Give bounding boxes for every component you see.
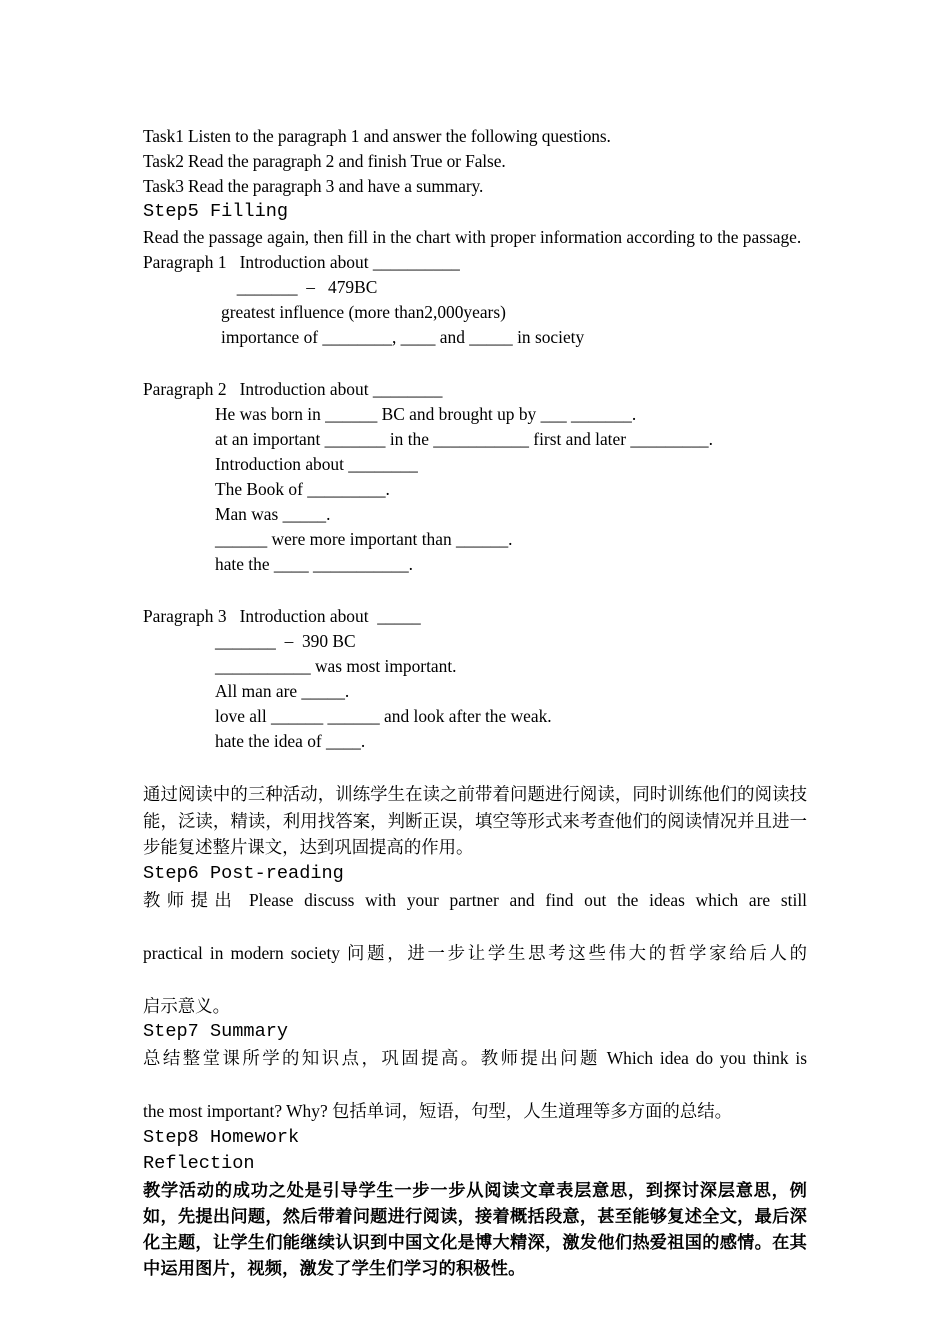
step5-reflection-text: 通过阅读中的三种活动，训练学生在读之前带着问题进行阅读，同时训练他们的阅读技能，泛读，精读，利用找答案，判断正误，填空等形式来考查他们的阅读情况并且进一步能复述整片课文，达到巩固提高的作用。	[143, 784, 807, 857]
paragraph3-line-4: love all ______ ______ and look after the weak.	[215, 706, 552, 726]
spacer-after-paragraph3	[143, 754, 807, 781]
document-page	[143, 124, 807, 1281]
paragraph2-line-7: hate the ____ ___________.	[215, 554, 414, 574]
task-line-3: Task3 Read the paragraph 3 and have a summary.	[143, 176, 484, 196]
step5-instruction: Read the passage again, then fill in the chart with proper information according to the passage.	[143, 227, 802, 247]
paragraph2-line-6: ______ were more important than ______.	[215, 529, 513, 549]
heading-step6: Step6 Post-reading	[143, 862, 344, 884]
paragraph2-line-1: He was born in ______ BC and brought up by ___ _______.	[215, 404, 637, 424]
spacer-after-paragraph1	[143, 350, 807, 377]
paragraph1-title: Paragraph 1 Introduction about __________	[143, 252, 460, 272]
spacer-after-paragraph2	[143, 577, 807, 604]
paragraph3-line-2: ___________ was most important.	[215, 656, 457, 676]
paragraph3-line-1: _______ – 390 BC	[215, 631, 356, 651]
paragraph2-line-3: Introduction about ________	[215, 454, 418, 474]
heading-step7: Step7 Summary	[143, 1021, 289, 1042]
paragraph1-line-3: importance of ________, ____ and _____ in society	[221, 327, 585, 347]
paragraph3-title: Paragraph 3 Introduction about _____	[143, 606, 421, 626]
paragraph1-line-2: greatest influence (more than2,000years)	[221, 302, 506, 322]
paragraph2-title: Paragraph 2 Introduction about ________	[143, 379, 443, 399]
step7-body-line-1: 总结整堂课所学的知识点，巩固提高。教师提出问题 Which idea do you think is	[143, 1048, 807, 1068]
heading-step5: Step5 Filling	[143, 201, 289, 222]
task-line-1: Task1 Listen to the paragraph 1 and answer the following questions.	[143, 126, 611, 146]
paragraph2-line-5: Man was _____.	[215, 504, 331, 524]
reflection-body: 教学活动的成功之处是引导学生一步一步从阅读文章表层意思，到探讨深层意思，例如，先提出问题，然后带着问题进行阅读，接着概括段意，甚至能够复述全文，最后深化主题，让学生们能继续认识到中国文化是博大精深，激发他们热爱祖国的感情。在其中运用图片，视频，激发了学生们学习的积极性。	[143, 1179, 807, 1278]
heading-reflection: Reflection	[143, 1152, 255, 1174]
paragraph2-line-4: The Book of _________.	[215, 479, 390, 499]
paragraph2-line-2: at an important _______ in the ___________ first and later _________.	[215, 429, 713, 449]
step7-body-line-2: the most important? Why? 包括单词，短语，句型，人生道理等多方面的总结。	[143, 1101, 732, 1121]
paragraph1-line-1: _______ – 479BC	[215, 277, 378, 297]
step6-body-line-3: 启示意义。	[143, 995, 230, 1016]
paragraph3-line-5: hate the idea of ____.	[215, 731, 366, 751]
step6-body-line-2: practical in modern society 问题，进一步让学生思考这些伟大的哲学家给后人的	[143, 942, 807, 963]
paragraph3-line-3: All man are _____.	[215, 681, 350, 701]
step6-body-line-1: 教师提出 Please discuss with your partner and find out the ideas which are still	[143, 889, 807, 910]
task-line-2: Task2 Read the paragraph 2 and finish True or False.	[143, 151, 506, 171]
heading-step8: Step8 Homework	[143, 1126, 300, 1148]
